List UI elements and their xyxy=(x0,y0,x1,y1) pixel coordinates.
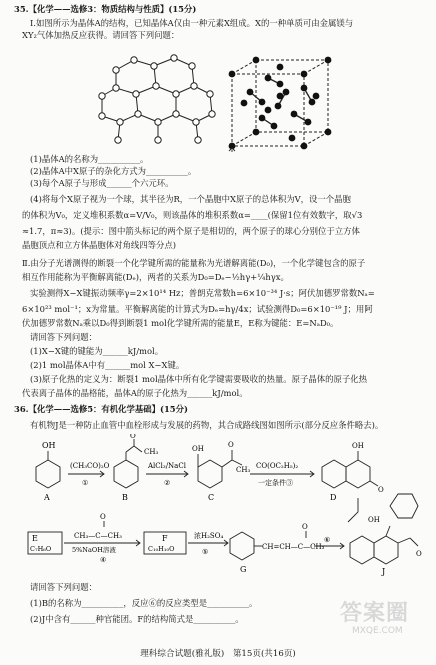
scheme-o-g: O xyxy=(302,523,308,531)
scheme-oh-d: OH xyxy=(352,442,364,450)
q35-q3: (3)每个A原子与形成______个六元环。 xyxy=(30,178,174,188)
scheme-o-r4: O xyxy=(100,513,106,521)
scheme-o-c: O xyxy=(228,441,234,449)
scheme-r2: AlCl₃/NaCl xyxy=(148,462,186,470)
scheme-n2: ② xyxy=(164,479,171,487)
scheme-oh-c: OH xyxy=(192,445,204,453)
synthesis-route-scheme xyxy=(18,434,426,578)
q35-part2-line4: 6×10²³ mol⁻¹；x为常量。平衡解离能的计算式为Dₑ=hγ/4x；试验测得D₀=6×10⁻¹⁹ J；用阿 xyxy=(22,304,373,314)
q35-q4-line2: 的体积为V₀，定义堆积系数α=V/V₀，则该晶体的堆积系数α=____(保留1位有效数字，取√3 xyxy=(22,210,363,220)
scheme-r1: (CH₃CO)₂O xyxy=(70,462,110,470)
scheme-o-j: O xyxy=(416,550,422,558)
q35-part2-line3: 实验测得X−X键振动频率γ=2×10¹⁴ Hz；普朗克常数h=6×10⁻³⁴ J·s；阿伏加德罗常数Nₐ= xyxy=(30,288,375,298)
q36-q2: (2)J中含有______种官能团。F的结构简式是__________。 xyxy=(30,614,244,624)
q35-part2-q2: (2)1 mol晶体A中有______mol X−X键。 xyxy=(30,360,185,370)
scheme-f-formula: C₁₀H₁₀O xyxy=(148,545,175,553)
q35-part2-q3-line2: 代表离子晶体的晶格能，晶体A的原子化热为______kJ/mol。 xyxy=(22,388,248,398)
scheme-o-d: O xyxy=(378,486,384,494)
q35-q2: (2)晶体A中X原子的杂化方式为__________。 xyxy=(30,166,197,176)
watermark-url: MXQE.COM xyxy=(352,626,403,636)
scheme-g-tail: CH=CH—C—CH₃ xyxy=(262,543,325,551)
scheme-n5: ⑤ xyxy=(202,548,209,556)
scheme-label-b: B xyxy=(122,493,128,502)
scheme-ch3-b: CH₃ xyxy=(144,448,159,456)
q35-q4-line4: 晶胞顶点和立方体晶胞体对角线四等分点) xyxy=(22,240,177,250)
scheme-label-f: F xyxy=(162,534,168,543)
crystal-structure-figure-left xyxy=(96,44,224,148)
scheme-label-d: D xyxy=(330,493,337,502)
q35-intro-line2: XY₂气体加热反应获得。请回答下列问题： xyxy=(22,30,180,40)
scheme-label-j: J xyxy=(382,567,386,576)
q35-part2-line2: 相互作用能称为平衡解离能(Dₑ)，两者的关系为D₀=Dₑ−½hγ+¼hγx。 xyxy=(22,272,289,282)
q35-header: 35.【化学——选修3：物质结构与性质】(15分) xyxy=(14,4,197,14)
scheme-n3: 一定条件③ xyxy=(258,479,293,487)
scheme-label-e: E xyxy=(32,534,38,543)
q35-intro-line1: Ⅰ.如图所示为晶体A的结构，已知晶体A仅由一种元素X组成。X的一种单质可由金属镁与 xyxy=(30,18,354,28)
scheme-oh-j: OH xyxy=(368,516,380,524)
scheme-o-b: O xyxy=(130,434,136,440)
q36-intro: 有机物J是一种防止血管中血栓形成与发展的药物，其合成路线图如图所示(部分反应条件略去)。 xyxy=(30,420,384,430)
scheme-label-c: C xyxy=(208,493,215,502)
q35-part2-q3-line1: (3)原子化热的定义为：断裂1 mol晶体中所有化学键需要吸收的热量。原子晶体的原子化热 xyxy=(30,374,368,384)
q36-header: 36.【化学——选修5：有机化学基础】(15分) xyxy=(14,404,188,414)
q35-q4-line1: (4)将每个X原子视为一个球，其半径为R，一个晶胞中X原子的总体积为V，设一个晶胞 xyxy=(30,194,351,204)
scheme-ch3-c: CH₃ xyxy=(236,466,251,474)
scheme-r4b: 5%NaOH溶液 xyxy=(72,546,116,554)
scheme-r3: CO(OC₂H₅)₂ xyxy=(256,462,299,470)
q35-part2-line1: Ⅱ.由分子光谱测得的断裂一个化学键所需的能量称为光谱解离能(D₀)，一个化学键包含的原子 xyxy=(22,258,366,268)
q36-q1: (1)B的名称为__________，反应⑥的反应类型是__________。 xyxy=(30,598,258,608)
watermark-logo: 答案圈 xyxy=(340,601,410,626)
scheme-n1: ① xyxy=(82,479,89,487)
q35-q1: (1)晶体A的名称为__________。 xyxy=(30,154,149,164)
q36-ask: 请回答下列问题： xyxy=(30,582,97,592)
scheme-r5: 浓H₂SO₄ xyxy=(194,532,224,540)
scheme-n4: ④ xyxy=(100,556,107,564)
scheme-r4: CH₃—C—CH₃ xyxy=(74,532,122,540)
q35-q4-line3: ≈1.7，π≈3)。(提示：图中箭头标记的两个原子是相切的，两个原子的球心分别位于立方体 xyxy=(22,226,360,236)
page-footer: 理科综合试题(雅礼版) 第15页(共16页) xyxy=(140,649,296,659)
q35-part2-ask: 请回答下列问题： xyxy=(30,332,97,342)
scheme-label-a: A xyxy=(44,493,50,502)
scheme-n6: ⑥ xyxy=(324,536,331,544)
scheme-label-g: G xyxy=(240,565,247,574)
crystal-unit-cell-figure-right xyxy=(228,56,334,152)
q35-part2-q1: (1)X−X键的键能为______kJ/mol。 xyxy=(30,346,164,356)
scheme-e-formula: C₇H₆O xyxy=(30,545,52,553)
q35-part2-line5: 伏加德罗常数Nₐ乘以D₀得到断裂1 mol化学键所需的能量E，E称为键能：E=NₐD₀。 xyxy=(22,318,339,328)
scheme-oh-a: OH xyxy=(42,441,56,450)
